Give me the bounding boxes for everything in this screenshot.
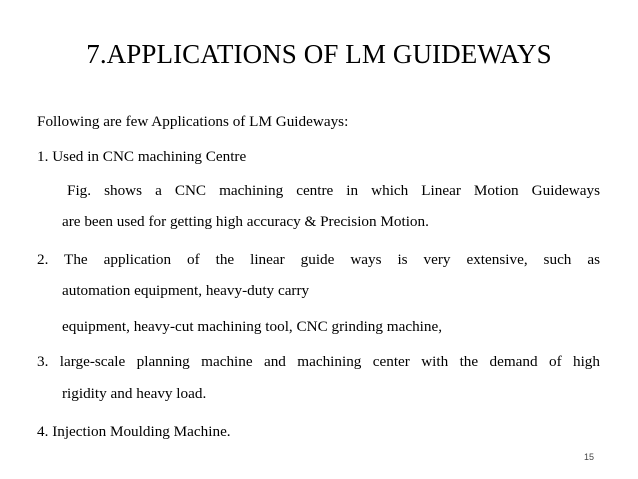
item-2-line-3: equipment, heavy-cut machining tool, CNC grinding machine, <box>62 318 443 335</box>
item-1-heading: 1. Used in CNC machining Centre <box>37 148 247 165</box>
item-1-description-line-2: are been used for getting high accuracy & Precision Motion. <box>62 213 429 230</box>
item-4-line: 4. Injection Moulding Machine. <box>37 423 231 440</box>
item-3-line-2: rigidity and heavy load. <box>62 385 207 402</box>
item-3-line-1: 3. large-scale planning machine and machining center with the demand of high <box>37 353 600 370</box>
item-2-line-2: automation equipment, heavy-duty carry <box>62 282 310 299</box>
page-number: 15 <box>584 452 595 462</box>
item-1-description-line-1: Fig. shows a CNC machining centre in which Linear Motion Guideways <box>67 182 600 199</box>
slide-title: 7.APPLICATIONS OF LM GUIDEWAYS <box>86 39 552 69</box>
item-2-line-1: 2. The application of the linear guide ways is very extensive, such as <box>37 251 600 268</box>
intro-line: Following are few Applications of LM Guideways: <box>37 113 349 130</box>
